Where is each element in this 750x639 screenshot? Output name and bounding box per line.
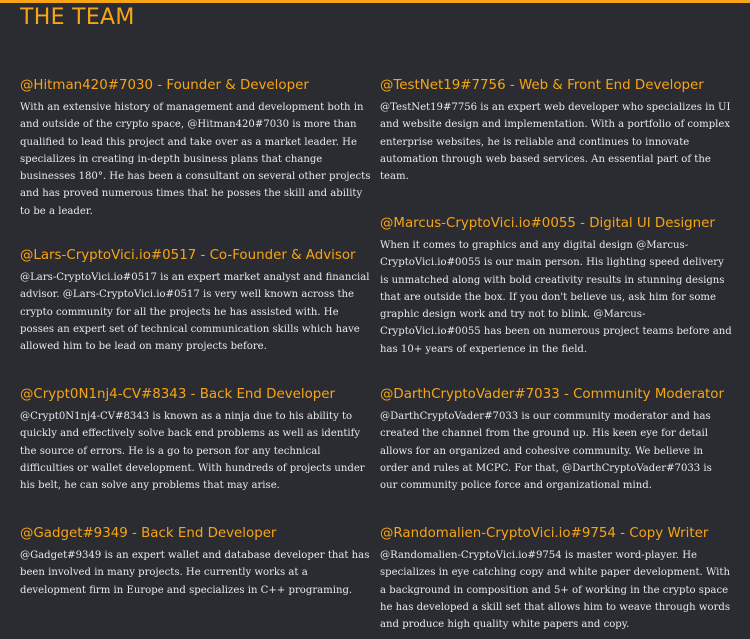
team-member-card: [20, 77, 372, 220]
member-name-title: @Crypt0N1nj4-CV#8343 - Back End Developer: [20, 387, 336, 402]
member-name-title: @Marcus-CryptoVici.io#0055 - Digital UI Designer: [380, 216, 715, 231]
team-member-card: [20, 525, 372, 599]
member-name-title: @TestNet19#7756 - Web & Front End Developer: [380, 78, 704, 93]
member-bio: @TestNet19#7756 is an expert web developer who specializes in UI and website design and implementation. With a portfolio of complex enterprise websites, he is reliable and continues to innovate automation through web based services. An essential part of the team.: [380, 102, 731, 183]
member-bio: @Gadget#9349 is an expert wallet and database developer that has been involved in many projects. He currently works at a development firm in Europe and specializes in C++ programing.: [20, 550, 370, 596]
team-member-card: [380, 77, 732, 185]
member-bio: @Crypt0N1nj4-CV#8343 is known as a ninja due to his ability to quickly and effectively solve back end problems as well as identify the source of errors. He is a go to person for any technical difficulties or wallet development. With hundreds of projects under his belt, he can solve any problems that may arise.: [20, 411, 365, 492]
member-name-title: @Hitman420#7030 - Founder & Developer: [20, 78, 309, 93]
team-member-card: [380, 525, 732, 633]
member-bio: @DarthCryptoVader#7033 is our community moderator and has created the channel from the ground up. His keen eye for detail allows for an organized and cohesive community. We believe in order and rules at MCPC. For that, @DarthCryptoVader#7033 is our community police force and organizational mind.: [380, 411, 712, 492]
team-member-card: [380, 215, 732, 358]
member-bio: With an extensive history of management and development both in and outside of the crypto space, @Hitman420#7030 is more than qualified to lead this project and take over as a market leader. He specializes in creating in-depth business plans that change businesses 180°. He has been a consultant on several other projects and has proved numerous times that he posses the skill and ability to be a leader.: [20, 102, 371, 217]
member-bio: @Lars-CryptoVici.io#0517 is an expert market analyst and financial advisor. @Lars-CryptoVici.io#0517 is very well known across the crypto community for all the projects he has assisted with. He posses an expert set of technical communication skills which have allowed him to be lead on many projects before.: [20, 272, 370, 353]
team-member-card: [20, 386, 372, 494]
member-name-title: @Randomalien-CryptoVici.io#9754 - Copy Writer: [380, 526, 709, 541]
member-name-title: @Lars-CryptoVici.io#0517 - Co-Founder & Advisor: [20, 248, 356, 263]
team-member-card: [380, 386, 732, 494]
team-member-card: [20, 247, 372, 355]
section-title: THE TEAM: [20, 5, 135, 30]
member-name-title: @DarthCryptoVader#7033 - Community Moderator: [380, 387, 724, 402]
member-bio: When it comes to graphics and any digital design @Marcus-CryptoVici.io#0055 is our main person. His lighting speed delivery is unmatched along with bold creativity results in stunning designs that are outside the box. If you don't believe us, ask him for some graphic design work and try not to blink. @Marcus-CryptoVici.io#0055 has been on numerous project teams before and has 10+ years of experience in the field.: [380, 240, 732, 355]
member-bio: @Randomalien-CryptoVici.io#9754 is master word-player. He specializes in eye catching copy and white paper development. With a background in composition and 5+ of working in the crypto space he has developed a skill set that allows him to weave through words and produce high quality white papers and copy.: [380, 550, 731, 631]
member-name-title: @Gadget#9349 - Back End Developer: [20, 526, 277, 541]
